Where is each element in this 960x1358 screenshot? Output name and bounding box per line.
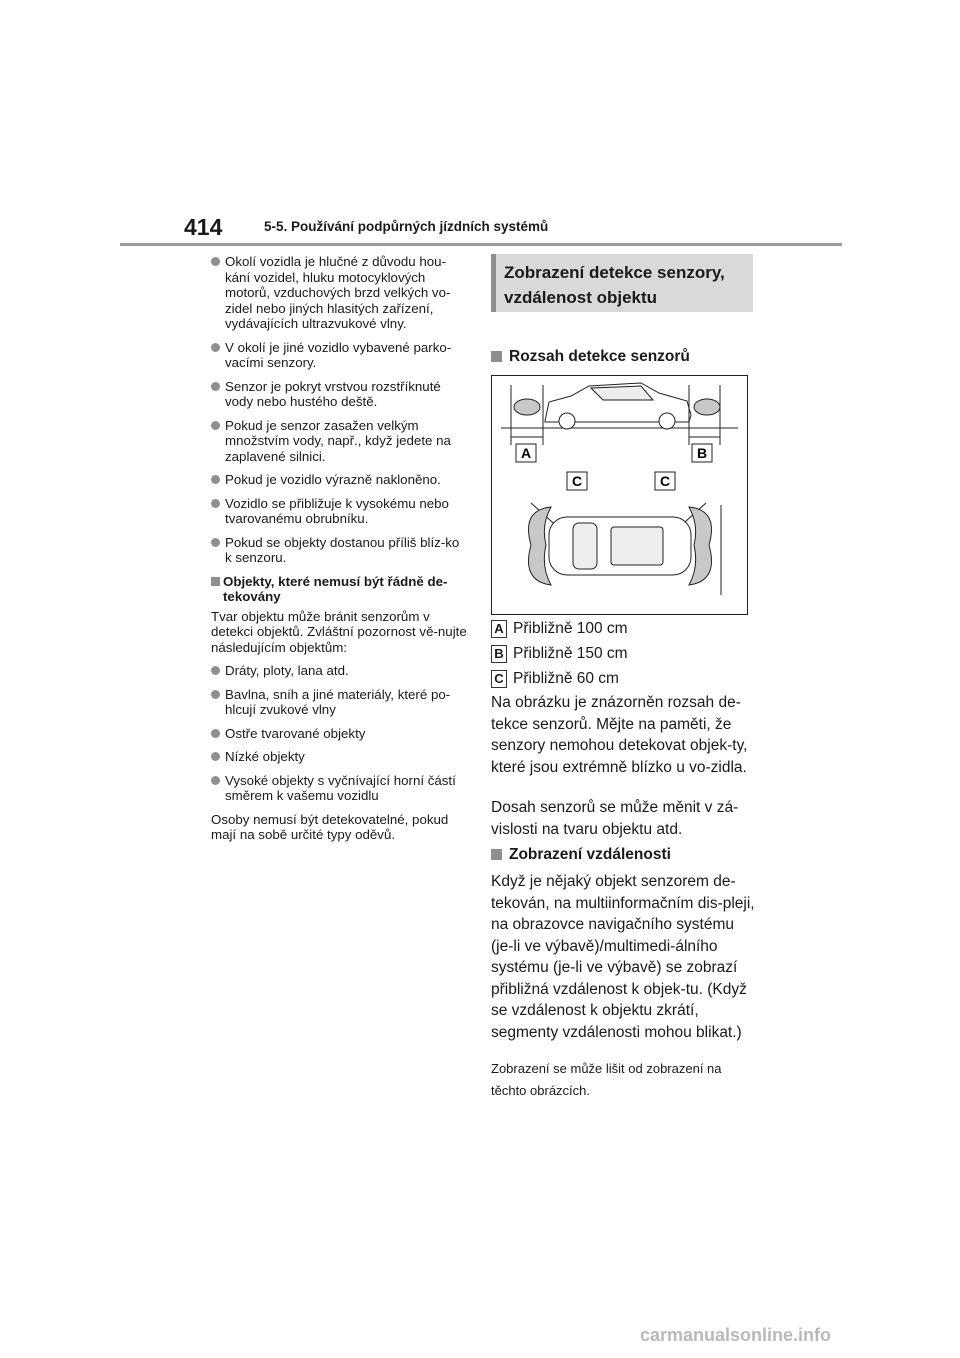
bullet-item: Nízké objekty: [211, 749, 467, 765]
front-sensor-zone-side: [514, 399, 540, 415]
label-c-left: C: [571, 473, 583, 489]
diagram-svg: [491, 355, 748, 615]
left-column: [211, 254, 467, 851]
bullet-item: Pokud je senzor zasažen velkým množstvím vody, např., když jedete na zaplavené silnici.: [211, 418, 467, 465]
bullet-item: Vysoké objekty s vyčnívající horní částí směrem k vašemu vozidlu: [211, 773, 467, 804]
legend-row-a: [491, 620, 761, 640]
legend-text-b: Přibližně 150 cm: [513, 645, 628, 662]
watermark: carmanualsonline.info: [640, 1325, 832, 1345]
bullet-item: Bavlna, sníh a jiné materiály, které po-hlcují zvukové vlny: [211, 687, 467, 718]
section-title: 5-5. Používání podpůrných jízdních systémů: [264, 219, 549, 234]
box-title: Zobrazení detekce senzory, vzdálenost objektu: [504, 263, 725, 307]
section-box: [491, 254, 753, 312]
distance-paragraph: Když je nějaký objekt senzorem de-tekován, na multiinformačním dis-pleji, na obrazovce navigačního systému (je-li ve výbavě)/multimedi-álního systému (je-li ve výbavě) se zobrazí přibližná vzdálenost k objek-tu. (Když se vzdálenost k objektu zkrátí, segmenty vzdálenosti mohou blikat.): [491, 873, 755, 1041]
range-paragraph: Na obrázku je znázorněn rozsah de-tekce senzorů. Mějte na paměti, že senzory nemohou detekovat objek-ty, které jsou extrémně blízko u vo-zidla.: [491, 694, 748, 776]
windshield: [573, 523, 597, 569]
heading-distance-display: Zobrazení vzdálenosti: [491, 846, 671, 864]
roof: [611, 527, 663, 565]
legend-row-b: [491, 645, 761, 665]
bullet-item: Pokud je vozidlo výrazně nakloněno.: [211, 472, 467, 488]
rear-sensor-zone-side: [694, 399, 720, 415]
legend-text-a: Přibližně 100 cm: [513, 620, 628, 637]
front-wheel: [559, 413, 575, 429]
sensor-range-diagram: [491, 355, 748, 615]
legend-key-c: C: [491, 670, 507, 688]
bullet-item: Pokud se objekty dostanou příliš blíz-ko k senzoru.: [211, 535, 467, 566]
bullet-item: Ostře tvarované objekty: [211, 726, 467, 742]
label-a: A: [520, 445, 532, 461]
heading-detection-range: Rozsah detekce senzorů: [491, 348, 690, 366]
label-c-right: C: [659, 473, 671, 489]
bullet-item: Vozidlo se přibližuje k vysokému nebo tvarovanému obrubníku.: [211, 496, 467, 527]
legend-text-c: Přibližně 60 cm: [513, 670, 619, 687]
box-accent-bar: [491, 254, 496, 312]
legend-row-c: [491, 670, 761, 690]
bullet-item: V okolí je jiné vozidlo vybavené parko-vacími senzory.: [211, 340, 467, 371]
bullet-item: Dráty, ploty, lana atd.: [211, 663, 467, 679]
rear-wheel: [659, 413, 675, 429]
outro-paragraph: Osoby nemusí být detekovatelné, pokud mají na sobě určité typy oděvů.: [211, 811, 449, 842]
intro-paragraph: Tvar objektu může bránit senzorům v detekci objektů. Zvláštní pozornost vě-nujte následujícím objektům:: [211, 608, 467, 655]
legend-key-b: B: [491, 645, 507, 663]
subheading-objects: Objekty, které nemusí být řádně de-tekovány: [211, 574, 467, 605]
range-note-paragraph: Dosah senzorů se může měnit v zá-vislosti na tvaru objektu atd.: [491, 799, 739, 838]
display-note: Zobrazení se může lišit od zobrazení na těchto obrázcích.: [491, 1061, 722, 1098]
bullet-item: Okolí vozidla je hlučné z důvodu hou-kání vozidel, hluku motocyklových motorů, vzduchových brzd velkých vo-zidel nebo jiných hlasitých zařízení, vydávajících ultrazvukové vlny.: [211, 254, 467, 332]
bullet-item: Senzor je pokryt vrstvou rozstříknuté vody nebo hustého deště.: [211, 379, 467, 410]
header-rule: [120, 243, 842, 246]
page-number: 414: [184, 214, 223, 240]
legend-key-a: A: [491, 620, 507, 638]
label-b: B: [696, 445, 708, 461]
